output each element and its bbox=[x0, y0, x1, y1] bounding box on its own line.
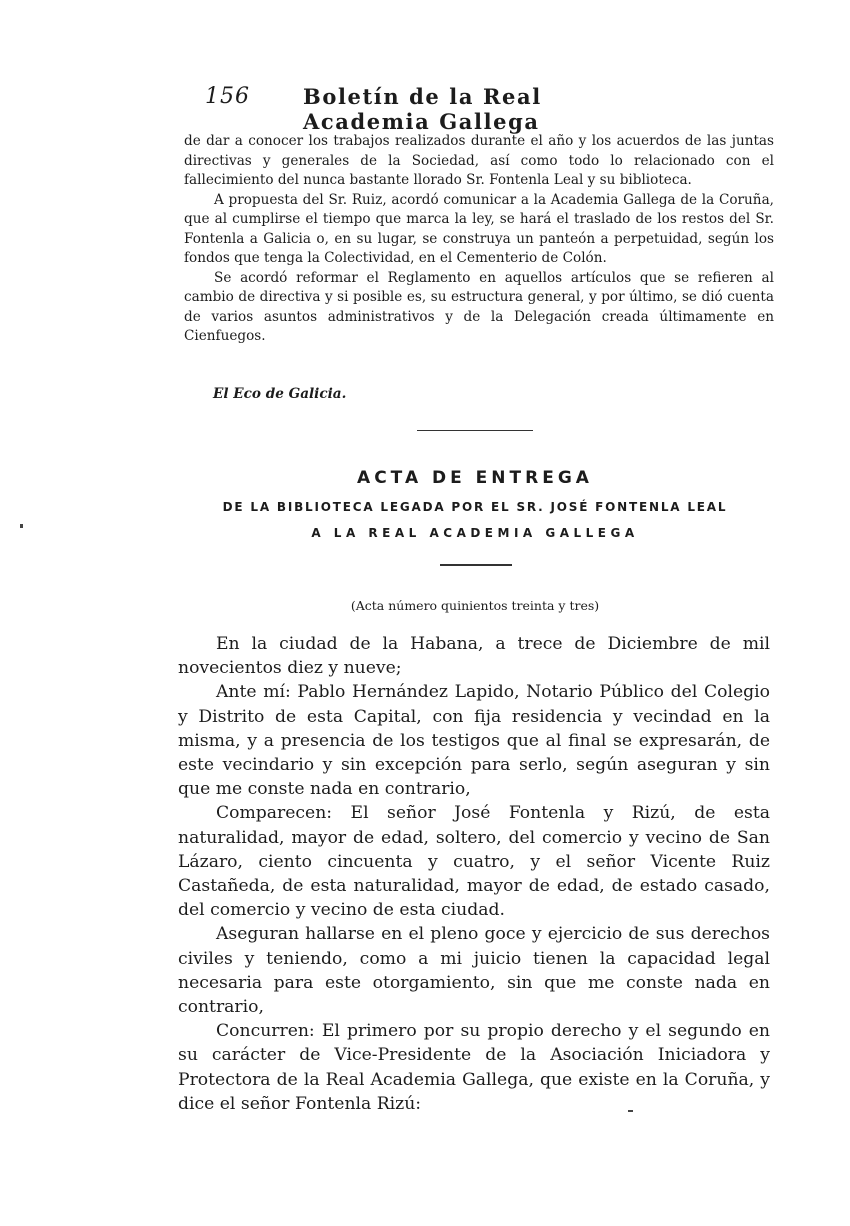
paragraph: Se acordó reformar el Reglamento en aquellos artículos que se refieren al cambio de directiva y si posible es, su estructura general, y por último, se dió cuenta de varios asuntos administrativos y de la Delegación creada últimamente en Cienfuegos. bbox=[184, 269, 774, 344]
scan-speck bbox=[628, 1110, 633, 1112]
act-number-note: (Acta número quinientos treinta y tres) bbox=[350, 598, 600, 613]
act-body bbox=[178, 632, 770, 1116]
act-subtitle: A LA REAL ACADEMIA GALLEGA bbox=[311, 526, 639, 540]
paragraph: Concurren: El primero por su propio derecho y el segundo en su carácter de Vice-Presidente de la Asociación Iniciadora y Protectora de la Real Academia Gallega, que existe en la Coruña, y dice el señor Fontenla Rizú: bbox=[178, 1021, 770, 1114]
previous-section bbox=[184, 132, 774, 347]
scan-speck bbox=[20, 524, 23, 528]
section-divider bbox=[417, 430, 533, 431]
act-title: ACTA DE ENTREGA bbox=[357, 468, 593, 488]
title-divider bbox=[440, 564, 512, 566]
paragraph: Ante mí: Pablo Hernández Lapido, Notario Público del Colegio y Distrito de esta Capital, con fija residencia y vecindad en la misma, y a presencia de los testigos que al final se expresarán, de este vecindario y sin excepción para serlo, según aseguran y sin que me conste nada en contrario, bbox=[178, 682, 770, 800]
paragraph: de dar a conocer los trabajos realizados durante el año y los acuerdos de las juntas directivas y generales de la Sociedad, así como todo lo relacionado con el fallecimiento del nunca bastante llorado Sr. Fontenla Leal y su biblioteca. bbox=[184, 133, 774, 188]
paragraph: Aseguran hallarse en el pleno goce y ejercicio de sus derechos civiles y teniendo, como a mi juicio tienen la capacidad legal necesaria para este otorgamiento, sin que me conste nada en contrario, bbox=[178, 924, 770, 1018]
paragraph: En la ciudad de la Habana, a trece de Diciembre de mil novecientos diez y nueve; bbox=[178, 634, 770, 679]
journal-title: Boletín de la Real Academia Gallega bbox=[303, 84, 542, 134]
running-head bbox=[205, 84, 667, 134]
page-number: 156 bbox=[205, 84, 250, 109]
paragraph: Comparecen: El señor José Fontenla y Rizú, de esta naturalidad, mayor de edad, soltero, del comercio y vecino de San Lázaro, ciento cincuenta y cuatro, y el señor Vicente Ruiz Castañeda, de esta naturalidad, mayor de edad, de estado casado, del comercio y vecino de esta ciudad. bbox=[178, 803, 770, 921]
act-subtitle: DE LA BIBLIOTECA LEGADA POR EL SR. JOSÉ FONTENLA LEAL bbox=[222, 500, 728, 514]
source-citation: El Eco de Galicia. bbox=[213, 386, 347, 402]
paragraph: A propuesta del Sr. Ruiz, acordó comunicar a la Academia Gallega de la Coruña, que al cumplirse el tiempo que marca la ley, se hará el traslado de los restos del Sr. Fontenla a Galicia o, en su lugar, se construya un panteón a perpetuidad, según los fondos que tenga la Colectividad, en el Cementerio de Colón. bbox=[184, 191, 774, 266]
